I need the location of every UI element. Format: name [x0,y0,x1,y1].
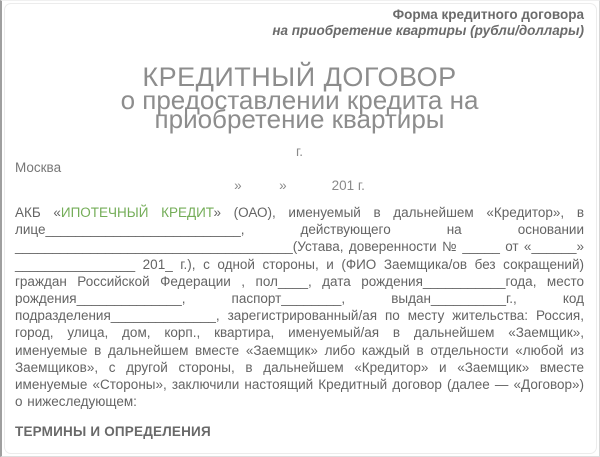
intro-paragraph [15,204,584,410]
city-prefix: г. [295,144,304,159]
intro-text-after-bank: » (ОАО), именуемый в дальнейшем «Кредитор», в лице__________________________, действующего на основании _____________________________________(Устава, доверенности № _____ от «______» ________________ 201_ г.), с одной стороны, и (ФИО Заемщика/ов без сокращений) граждан Российской Федерации , пол____, дата рождения___________года, место рождения______________, паспорт________, выдан__________г., код подразделения______________, зарегистрированный/ая по месту жительства: Россия, город, улица, дом, корп., квартира, именуемый/ая в дальнейшем «Заемщик», именуемые в дальнейшем вместе «Заемщик» либо каждый в отдельности «любой из Заемщиков», с другой стороны, в дальнейшем «Кредитор» и «Заемщик» вместе именуемые «Стороны», заключили настоящий Кредитный договор (далее — «Договор») о нижеследующем: [15,205,584,410]
form-caption-line2: на приобретение квартиры (рубли/доллары) [272,23,584,38]
bank-name: ИПОТЕЧНЫЙ КРЕДИТ [60,205,214,220]
intro-text-before-bank: АКБ « [15,205,61,220]
form-caption-line1: Форма кредитного договора [392,7,584,22]
date-placeholder-line: » » 201 г. [234,178,365,193]
document-subtitle: о предоставлении кредита на приобретение квартиры [120,85,479,134]
document-content [15,7,584,440]
terms-heading: ТЕРМИНЫ И ОПРЕДЕЛЕНИЯ [15,424,211,440]
form-caption [15,7,584,39]
document-title: КРЕДИТНЫЙ ДОГОВОР [142,62,457,92]
city-name: Москва [15,160,62,175]
